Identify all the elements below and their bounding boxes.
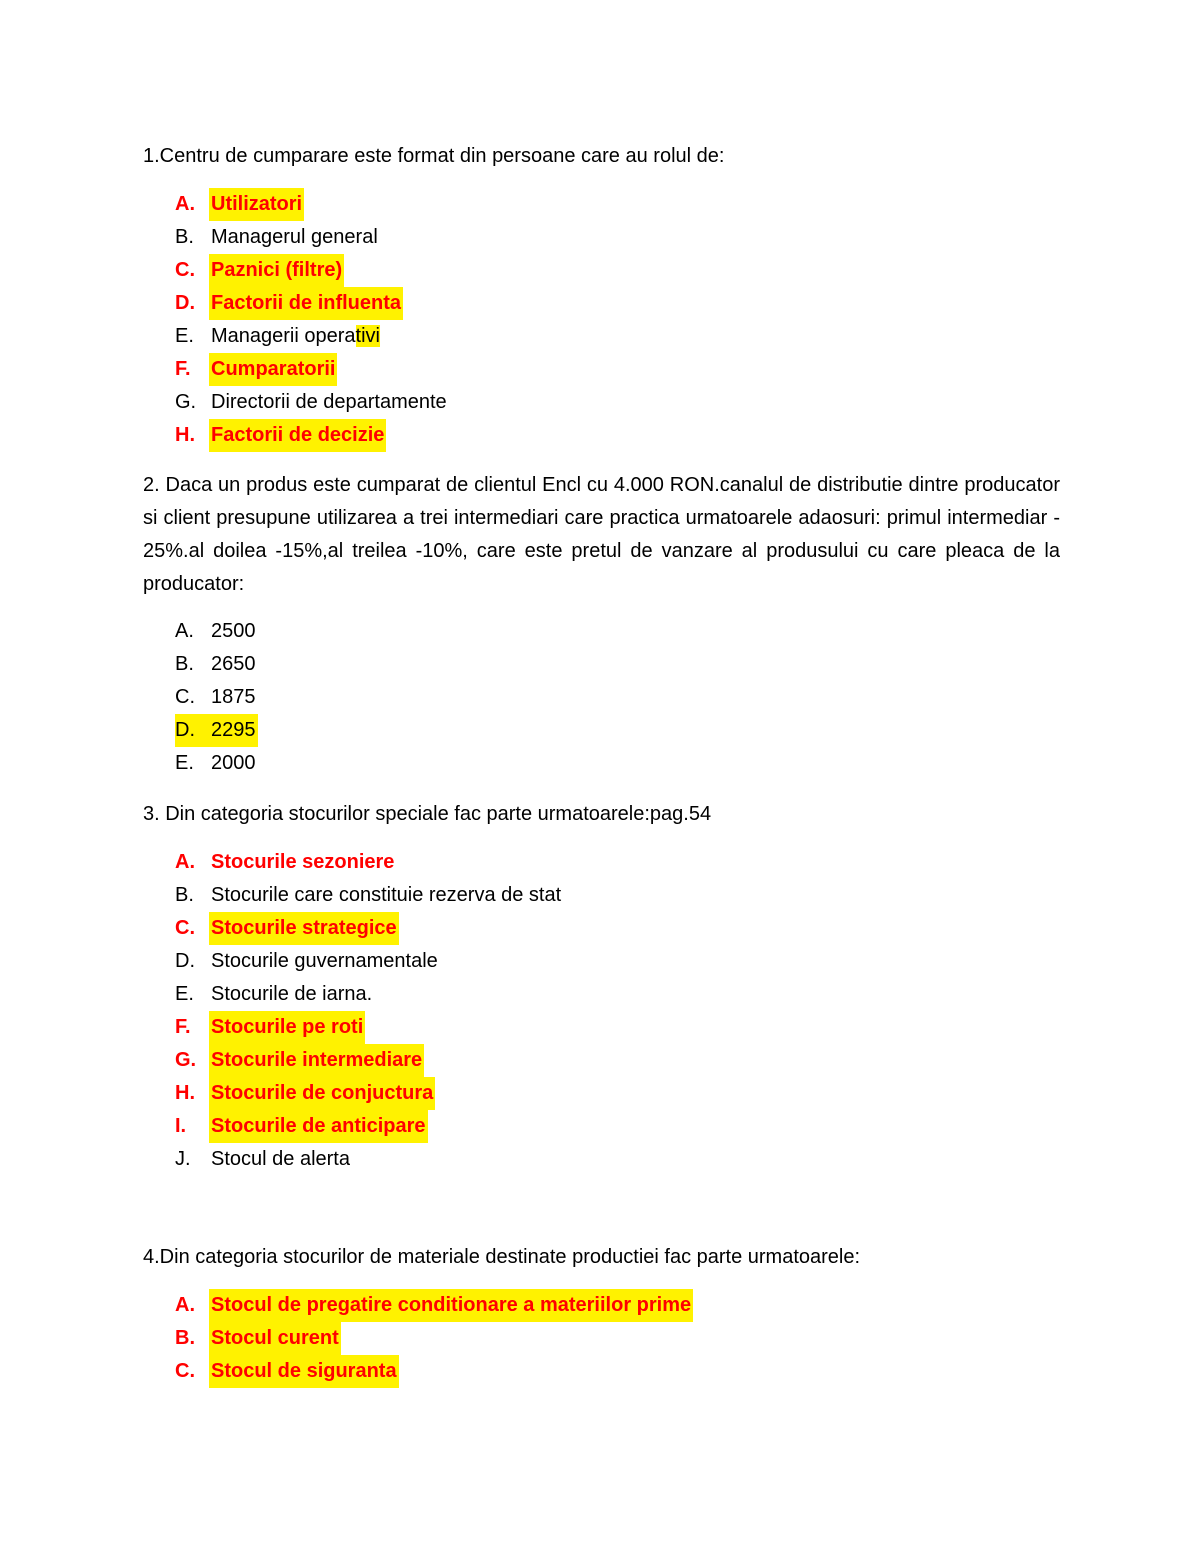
question-2-options xyxy=(175,615,1035,780)
option-2a: A. 2500 xyxy=(175,620,256,642)
option-1c: C. Paznici (filtre) xyxy=(175,254,1035,287)
option-2b: B. 2650 xyxy=(175,653,256,675)
option-4c: C. Stocul de siguranta xyxy=(175,1355,1035,1388)
option-3i: I. Stocurile de anticipare xyxy=(175,1110,1035,1143)
option-3d: D. Stocurile guvernamentale xyxy=(175,950,438,972)
option-3c: C. Stocurile strategice xyxy=(175,912,1035,945)
option-1h: H. Factorii de decizie xyxy=(175,419,1035,452)
question-2-prompt: 2. Daca un produs este cumparat de clientul Encl cu 4.000 RON.canalul de distributie dintre producator si client presupune utilizarea a trei intermediari care practica urmatoarele adaosuri: primul intermediar - 25%.al doilea -15%,al treilea -10%, care este pretul de vanzare al produsului cu care pleaca de la producator: xyxy=(143,474,1060,595)
option-3b: B. Stocurile care constituie rezerva de stat xyxy=(175,884,562,906)
option-3e: E. Stocurile de iarna. xyxy=(175,983,373,1005)
option-4b: B. Stocul curent xyxy=(175,1322,1035,1355)
question-3-prompt: 3. Din categoria stocurilor speciale fac parte urmatoarele:pag.54 xyxy=(143,803,712,825)
option-2c: C. 1875 xyxy=(175,686,256,708)
option-3f: F. Stocurile pe roti xyxy=(175,1011,1035,1044)
option-4a: A. Stocul de pregatire conditionare a materiilor prime xyxy=(175,1289,1035,1322)
question-4-options xyxy=(175,1289,1035,1388)
option-2d: D. 2295 xyxy=(175,714,1035,747)
question-1-prompt: 1.Centru de cumparare este format din persoane care au rolul de: xyxy=(143,145,725,167)
option-3j: J. Stocul de alerta xyxy=(175,1148,350,1170)
highlight-fragment: tivi xyxy=(355,325,380,347)
option-3a: A. Stocurile sezoniere xyxy=(175,851,395,873)
option-1e: E. Managerii operativi xyxy=(175,325,380,347)
question-3-options xyxy=(175,846,1035,1176)
option-3h: H. Stocurile de conjuctura xyxy=(175,1077,1035,1110)
option-2e: E. 2000 xyxy=(175,752,256,774)
question-4-prompt: 4.Din categoria stocurilor de materiale destinate productiei fac parte urmatoarele: xyxy=(143,1246,861,1268)
option-1g: G. Directorii de departamente xyxy=(175,391,447,413)
option-1b: B. Managerul general xyxy=(175,226,378,248)
question-1-options xyxy=(175,188,1035,452)
option-3g: G. Stocurile intermediare xyxy=(175,1044,1035,1077)
option-1a: A. Utilizatori xyxy=(175,188,1035,221)
option-1d: D. Factorii de influenta xyxy=(175,287,1035,320)
option-1f: F. Cumparatorii xyxy=(175,353,1035,386)
